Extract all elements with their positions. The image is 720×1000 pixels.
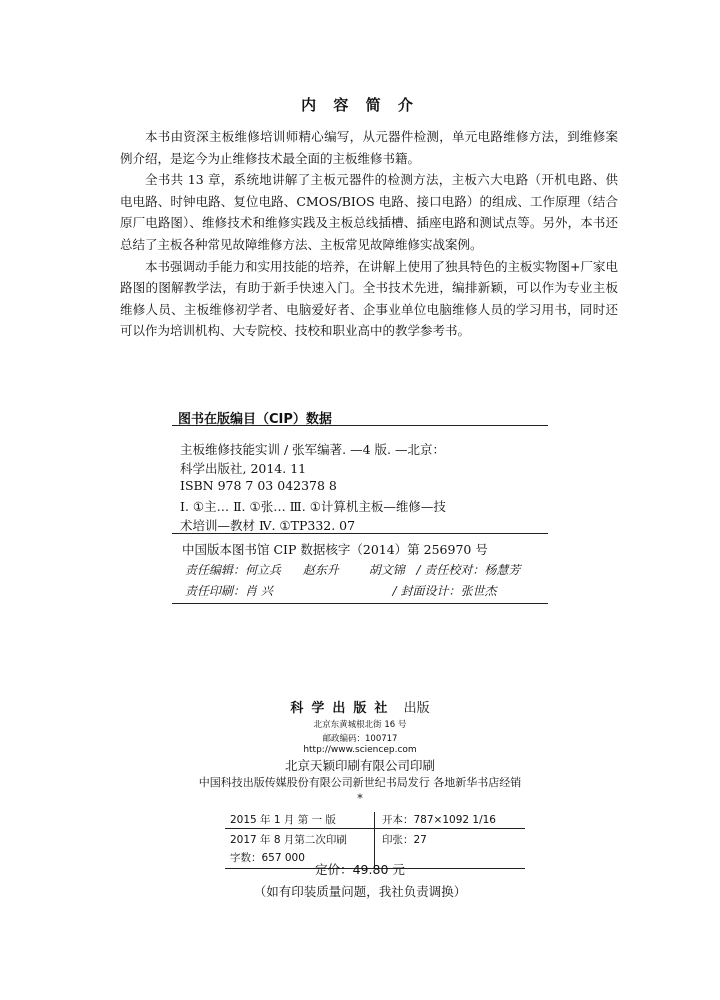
credit-printing: 责任印刷：肖 兴 [185,584,273,598]
intro-paragraph-3: 本书强调动手能力和实用技能的培养，在讲解上使用了独具特色的主板实物图+厂家电路图的图解教学法，有助于新手快速入门。全书技术先进，编排新颖，可以作为专业主板维修人员、主板维修初学者、电脑爱好者、企事业单位电脑维修人员的学习用书，同时还可以作为培训机构、大专院校、技校和职业高中的教学参考书。 [120,258,618,339]
publisher-suffix: 出版 [403,701,430,716]
cip-line-5: 术培训—教材 Ⅳ. ①TP332. 07 [180,518,356,533]
publisher-url: http://www.sciencep.com [303,745,417,755]
intro-section [120,126,618,342]
distributor-line: 中国科技出版传媒股份有限公司新世纪书局发行 各地新华书店经销 [198,776,522,789]
price-line: 定价：49.80 元 [315,862,405,877]
separator-star: * [357,792,363,805]
cip-record-number: 中国版本图书馆 CIP 数据核字（2014）第 256970 号 [182,542,488,557]
edition-divider-1 [225,828,525,829]
intro-paragraph-1: 本书由资深主板维修培训师精心编写，从元器件检测，单元电路维修方法，到维修案例介绍，是迄今为止维修技术最全面的主板维修书籍。 [120,129,618,166]
quality-note: （如有印装质量问题，我社负责调换） [253,884,467,899]
cip-line-2: 科学出版社, 2014. 11 [180,461,307,476]
cip-data-box [172,425,548,534]
edition-first: 2015 年 1 月 第 一 版 [230,814,336,826]
credit-proofreader: / 责任校对：杨慧芳 [416,563,521,577]
publisher-line [0,697,720,716]
edition-sheets: 印张：27 [382,834,427,846]
printer-line: 北京天颖印刷有限公司印刷 [284,758,435,773]
credit-editor-3: 胡文锦 [368,563,405,577]
edition-words: 字数：657 000 [230,852,305,864]
credits-row-1 [185,561,520,578]
credit-editor: 责任编辑：何立兵 [185,563,282,577]
page-title: 内 容 简 介 [301,96,419,114]
credits-row-2 [185,582,497,599]
cip-line-3: ISBN 978 7 03 042378 8 [180,478,337,493]
publisher-postcode: 邮政编码：100717 [322,734,398,744]
credit-editor-2: 赵东升 [302,563,339,577]
cip-heading: 图书在版编目（CIP）数据 [178,412,332,427]
publisher-seal-name: 科学出版社 [290,701,396,716]
credits-divider [172,603,548,604]
edition-reprint: 2017 年 8 月第二次印刷 [230,834,347,846]
cip-line-4: Ⅰ. ①主… Ⅱ. ①张… Ⅲ. ①计算机主板—维修—技 [180,499,446,514]
intro-paragraph-2: 全书共 13 章，系统地讲解了主板元器件的检测方法，主板六大电路（开机电路、供电电路、时钟电路、复位电路、CMOS/BIOS 电路、接口电路）的组成、工作原理（结合原厂电路图）、维修技术和维修实践及主板总线插槽、插座电路和测试点等。另外，本书还总结了主板各种常见故障维修方法、主板常见故障维修实战案例。 [120,172,618,252]
cip-line-1: 主板维修技能实训 / 张军编著. —4 版. —北京： [180,442,445,457]
credit-cover-design: / 封面设计：张世杰 [392,584,497,598]
edition-format: 开本：787×1092 1/16 [382,814,496,826]
publisher-address: 北京东黄城根北街 16 号 [313,720,407,730]
